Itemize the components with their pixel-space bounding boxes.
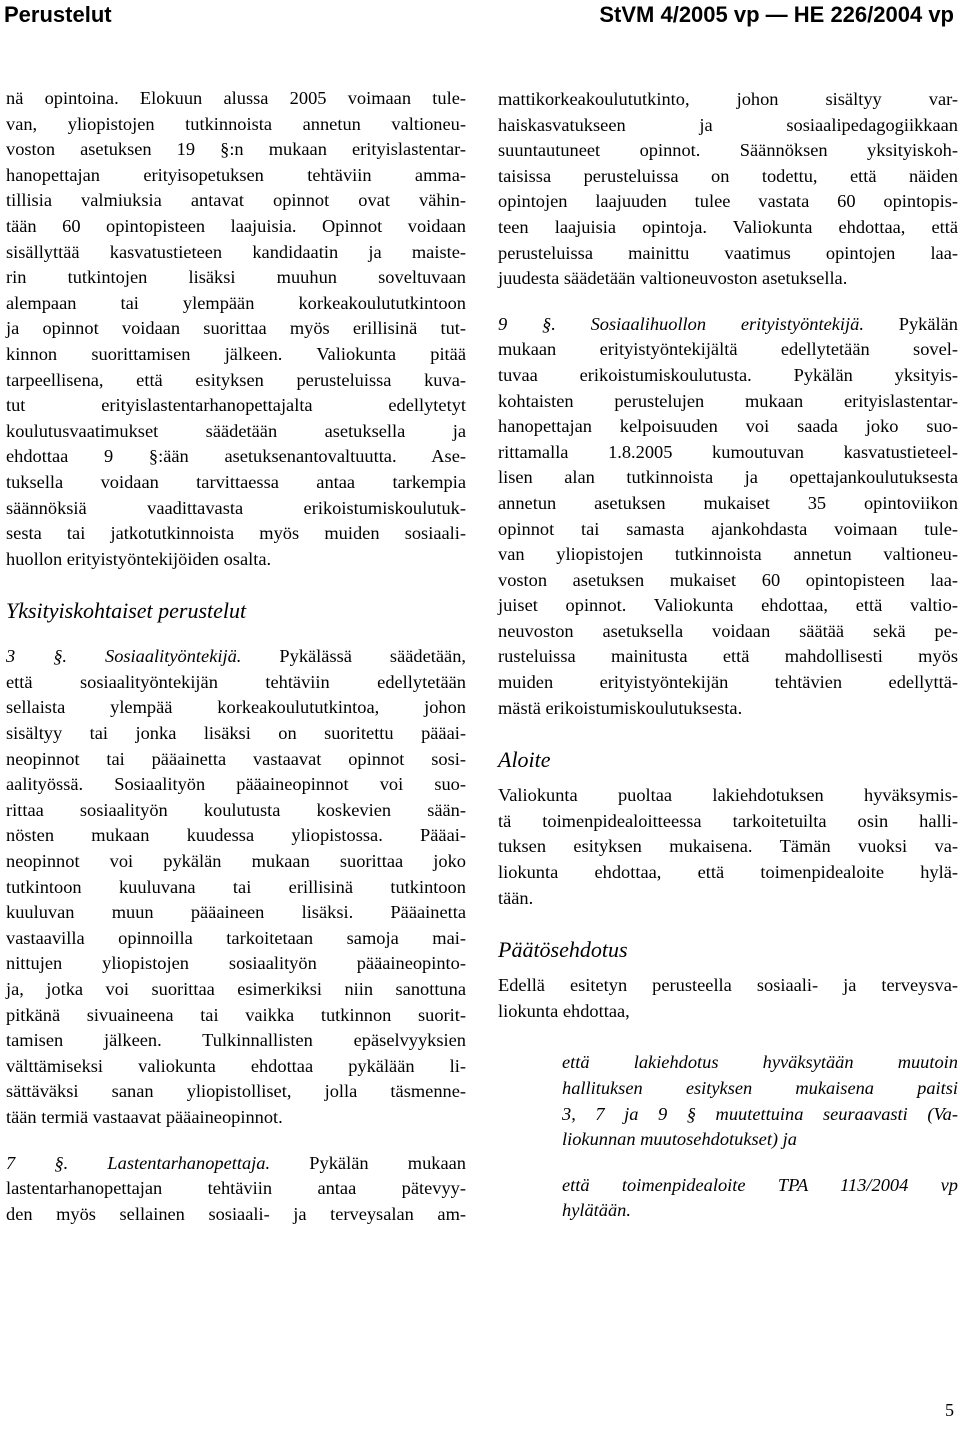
proposal-toimenpidealoite [562, 1173, 958, 1224]
text-line: koulutusvaatimukset säädetään asetuksella ja [6, 420, 466, 441]
page-header [0, 0, 960, 44]
heading-detailed-reasoning: Yksityiskohtaiset perustelut [6, 598, 247, 624]
paragraph-section-7 [6, 1151, 466, 1228]
text-line [6, 1151, 466, 1177]
proposal-lakiehdotus [562, 1050, 958, 1152]
text-line: opintojen laajuuden tulee vastata 60 opintopis- [498, 191, 958, 212]
text-line: sellaista ylempää korkeakoulututkintoa, johon [6, 697, 466, 718]
text-run: Pykälän [863, 313, 958, 334]
text-run: Pykälän mukaan [270, 1152, 466, 1173]
text-line: tään termiä vastaavat pääaineopinnot. [6, 1106, 283, 1127]
text-line: tuksen esityksen mukaisena. Tämän vuoksi va- [498, 836, 958, 857]
heading-aloite: Aloite [498, 747, 551, 773]
heading-paatosehdotus: Päätösehdotus [498, 937, 628, 963]
text-line: haiskasvatukseen ja sosiaalipedagogiikkaan [498, 114, 958, 135]
paragraph-intro [6, 86, 466, 572]
text-line: ja, jotka voi suorittaa esimerkiksi niin sanottuna [6, 979, 466, 999]
text-line: nittujen yliopistojen sosiaalityön pääaineopinto- [6, 953, 466, 974]
text-line: nösten mukaan kuudessa yliopistossa. Pääai- [6, 825, 466, 846]
text-line: neopinnot voi pykälän mukaan suorittaa joko [6, 851, 466, 872]
text-line: tä toimenpidealoitteessa tarkoitetuilta osin halli- [498, 810, 958, 831]
text-line: voston asetuksen 19 §:n mukaan erityislastentar- [6, 139, 466, 160]
text-line: van, yliopistojen tutkinnoista annetun valtioneu- [6, 113, 466, 134]
paragraph-section-9 [498, 312, 958, 722]
text-line: ehdottaa 9 §:ään asetuksenantovaltuutta. Ase- [6, 446, 466, 467]
text-line: mästä erikoistumiskoulutuksesta. [498, 697, 743, 718]
text-line: vastaavilla opinnoilla tarkoitetaan samoja mai- [6, 927, 466, 948]
paragraph-aloite [498, 783, 958, 911]
text-line: lastentarhanopettajan tehtäviin antaa pätevyy- [6, 1178, 466, 1199]
text-line: sisällyttää kasvatustieteen kandidaatin ja maiste- [6, 241, 466, 262]
left-column [6, 86, 466, 1227]
text-line: 3, 7 ja 9 § muutettuina seuraavasti (Va- [562, 1103, 958, 1124]
text-line: pitkänä sivuaineena tai vaikka tutkinnon suorit- [6, 1004, 466, 1025]
text-line: juiset opinnot. Valiokunta ehdottaa, että valtio- [498, 595, 958, 616]
text-line: teen laajuisia opintoja. Valiokunta ehdottaa, että [498, 216, 958, 237]
text-line: neopinnot tai pääainetta vastaavat opinnot sosi- [6, 748, 466, 769]
text-line: muiden erityistyöntekijän tehtävien edellyttä- [498, 672, 958, 693]
text-line: sesta tai jatkotutkinnoista myös muiden sosiaali- [6, 523, 466, 544]
text-line: Valiokunta puoltaa lakiehdotuksen hyväksymis- [498, 785, 958, 806]
text-line: hylätään. [562, 1200, 631, 1221]
text-line: mukaan erityistyöntekijältä edellytetään sovel- [498, 339, 958, 360]
text-line: rin tutkintojen lisäksi muuhun soveltuvaan [6, 267, 466, 288]
text-line: tarpeellisena, että esityksen perusteluissa kuva- [6, 369, 466, 390]
text-line: taisissa perusteluissa on todettu, että näiden [498, 165, 958, 186]
document-reference: StVM 4/2005 vp — HE 226/2004 vp [599, 2, 954, 27]
text-line: liokunta ehdottaa, [498, 1000, 630, 1021]
right-column [498, 87, 958, 1224]
text-line: hallituksen esityksen mukaisena paitsi [562, 1078, 958, 1098]
text-line: tuksella voidaan tarvittaessa antaa tarkempia [6, 471, 466, 492]
text-line: tut erityislastentarhanopettajalta edellytetyt [6, 395, 466, 416]
paragraph-continued [498, 87, 958, 292]
text-line: liokunnan muutosehdotukset) ja [562, 1129, 797, 1150]
text-line: voston asetuksen mukaiset 60 opintopisteen laa- [498, 569, 958, 590]
text-line: mattikorkeakoulututkinto, johon sisältyy var- [498, 89, 958, 109]
text-line: huollon erityistyöntekijöiden osalta. [6, 548, 272, 569]
text-line: tään. [498, 887, 534, 908]
text-line: lisen alan tutkinnoista ja opettajankoulutuksesta [498, 467, 958, 488]
text-line [6, 644, 466, 670]
text-line: sättäväksi sanan yliopistolliset, jolla täsmenne- [6, 1081, 466, 1102]
text-line [498, 312, 958, 338]
paragraph-paatosehdotus [498, 973, 958, 1024]
text-line: aalityössä. Sosiaalityön pääaineopinnot voi suo- [6, 774, 466, 795]
text-line: rittaa sosiaalityön koulutusta koskevien sään- [6, 799, 466, 820]
paragraph-section-3 [6, 644, 466, 1130]
section-label: 9 §. Sosiaalihuollon erityistyöntekijä. [498, 313, 864, 334]
text-line: kuuluvan muun pääaineen lisäksi. Pääainetta [6, 902, 466, 923]
text-line: annetun asetuksen mukaiset 35 opintoviikon [498, 492, 958, 513]
text-line: ja opinnot voidaan suorittaa myös erillisinä tut- [6, 318, 466, 339]
text-line: tuvaa erikoistumiskoulutusta. Pykälän yksityis- [498, 364, 958, 385]
text-line: kinnon suorittamisen jälkeen. Valiokunta pitää [6, 343, 466, 364]
text-line: välttämiseksi valiokunta ehdottaa pykälään li- [6, 1055, 466, 1076]
text-line: hanopettajan erityisopetuksen tehtäviin amma- [6, 164, 466, 185]
text-line: suuntautuneet opinnot. Säännöksen yksityiskoh- [498, 140, 958, 161]
text-line: tutkintoon kuuluvana tai erillisinä tutkintoon [6, 876, 466, 897]
text-line: den myös sellainen sosiaali- ja terveysalan am- [6, 1203, 466, 1224]
text-line: säännöksiä vaadittavasta erikoistumiskoulutuk- [6, 497, 466, 518]
text-line: hanopettajan kelpoisuuden voi saada joko suo- [498, 416, 958, 437]
text-line: että toimenpidealoite TPA 113/2004 vp [562, 1174, 958, 1195]
text-line: rusteluissa mainitusta että mahdollisesti myös [498, 646, 958, 667]
text-line: tään 60 opintopisteen laajuisia. Opinnot voidaan [6, 215, 466, 236]
text-line: että sosiaalityöntekijän tehtäviin edellytetään [6, 671, 466, 692]
text-line: perusteluissa mainittu vaatimus opintojen laa- [498, 242, 958, 263]
section-label: 3 §. Sosiaalityöntekijä. [6, 646, 242, 667]
text-line: alempaan tai ylempään korkeakoulututkintoon [6, 292, 466, 313]
text-line: opinnot tai samasta ajankohdasta voimaan tule- [498, 518, 958, 539]
section-label: 7 §. Lastentarhanopettaja. [6, 1152, 271, 1173]
text-line: van yliopistojen tutkinnoista annetun valtioneu- [498, 544, 958, 565]
text-line: neuvoston asetuksella voidaan säätää sekä pe- [498, 620, 958, 641]
text-line: kohtaisten perustelujen mukaan erityislastentar- [498, 390, 958, 411]
text-line: Edellä esitetyn perusteella sosiaali- ja terveysva- [498, 975, 958, 996]
section-title: Perustelut [4, 2, 112, 27]
page-number: 5 [945, 1400, 954, 1420]
text-line: tamisen jälkeen. Tulkinnallisten epäselvyyksien [6, 1030, 466, 1051]
text-line: rittamalla 1.8.2005 kumoutuvan kasvatustieteel- [498, 441, 958, 462]
text-line: nä opintoina. Elokuun alussa 2005 voimaan tule- [6, 88, 466, 108]
text-line: tillisia valmiuksia antavat opinnot ovat vähin- [6, 190, 466, 211]
text-run: Pykälässä säädetään, [241, 646, 467, 667]
text-line: liokunta ehdottaa, että toimenpidealoite hylä- [498, 862, 958, 883]
text-line: sisältyy tai jonka lisäksi on suoritettu pääai- [6, 723, 466, 744]
text-line: juudesta säädetään valtioneuvoston asetuksella. [498, 268, 848, 289]
text-line: että lakiehdotus hyväksytään muutoin [562, 1052, 958, 1073]
